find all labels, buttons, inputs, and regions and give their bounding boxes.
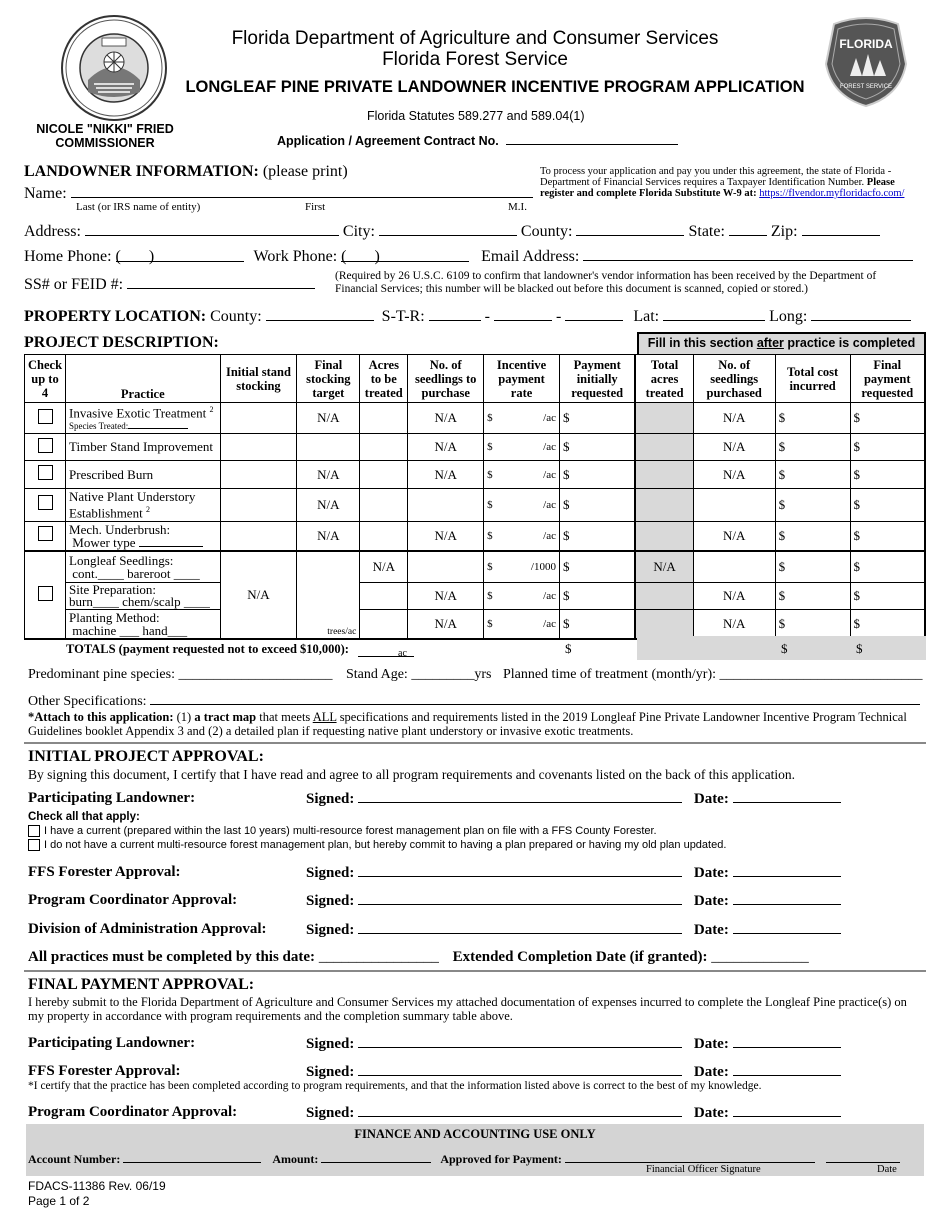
divider: [24, 970, 926, 972]
name-label: Name:: [24, 185, 67, 202]
planned-label: Planned time of treatment (month/yr):: [502, 667, 716, 682]
col-payment-initial: Payment initially requested: [559, 355, 635, 403]
cell-input[interactable]: [360, 521, 408, 551]
cell-input[interactable]: [220, 461, 297, 489]
landowner-heading-note: (please print): [262, 163, 348, 180]
na-cell: N/A: [297, 403, 360, 434]
str-dash-2: -: [555, 308, 562, 325]
final-coordinator-label: Program Coordinator Approval:: [28, 1104, 238, 1120]
totals-cost-dollar: $: [781, 641, 788, 656]
home-phone-label: Home Phone:: [24, 248, 112, 265]
cell-input[interactable]: [360, 434, 408, 461]
initial-heading: INITIAL PROJECT APPROVAL:: [28, 748, 264, 765]
work-phone-field[interactable]: [341, 248, 469, 265]
initial-forester-date-label: Date:: [693, 865, 729, 881]
table-row: [25, 521, 926, 551]
shaded-cell: [635, 403, 693, 434]
property-heading: PROPERTY LOCATION:: [24, 308, 207, 325]
stand-age-field[interactable]: _________yrs: [411, 667, 492, 682]
planting-method-options: machine ___ hand___: [72, 622, 188, 638]
officer-signature-caption: Financial Officer Signature: [646, 1164, 761, 1175]
final-payment-cell[interactable]: $: [850, 582, 925, 609]
other-spec-field[interactable]: [150, 691, 920, 705]
cost-cell[interactable]: $: [775, 434, 850, 461]
rate-cell[interactable]: $ /1000: [484, 551, 560, 582]
cell-input[interactable]: [360, 403, 408, 434]
cell-input[interactable]: [360, 489, 408, 521]
shaded-cell: [635, 461, 693, 489]
practice-site-prep: Site Preparation:: [69, 581, 157, 597]
initial-forester-signature-field[interactable]: [358, 864, 682, 877]
cell-input[interactable]: [220, 403, 297, 434]
practice-tsi: Timber Stand Improvement: [66, 434, 221, 461]
final-forester-label: FFS Forester Approval:: [28, 1063, 181, 1079]
totals-ac: ac: [398, 648, 407, 659]
final-forester-date-label: Date:: [693, 1064, 729, 1080]
final-landowner-signed-label: Signed:: [306, 1036, 355, 1052]
planned-field[interactable]: _____________________________: [719, 667, 923, 682]
initial-division-signed-label: Signed:: [306, 922, 355, 938]
final-coordinator-date-field[interactable]: [733, 1104, 841, 1117]
col-final-payment: Final payment requested: [850, 355, 925, 403]
fdacs-seal: [60, 14, 168, 122]
stocking-target-cell[interactable]: trees/ac: [297, 551, 360, 639]
cell-input[interactable]: [693, 489, 775, 521]
state-label: State:: [688, 223, 725, 240]
totals-final-dollar: $: [856, 641, 863, 656]
na-cell: N/A: [360, 551, 408, 582]
initial-division-date-label: Date:: [693, 922, 729, 938]
final-landowner-date-field[interactable]: [733, 1035, 841, 1048]
totals-acres-field[interactable]: [358, 645, 414, 657]
rate-cell[interactable]: $ /ac: [484, 521, 560, 551]
property-county-label: County:: [210, 308, 262, 325]
rate-cell[interactable]: $ /ac: [484, 434, 560, 461]
rate-cell[interactable]: $ /ac: [484, 461, 560, 489]
w9-bold: Please register and complete Florida Substitute W-9 at:: [540, 177, 895, 199]
col-acres: Acres to be treated: [360, 355, 408, 403]
mgmt-plan-current-label: I have a current (prepared within the last 10 years) multi-resource forest management plan on file with a FFS County Forester.: [44, 825, 657, 837]
badge-text: FLORIDA: [839, 37, 893, 51]
name-field[interactable]: [71, 184, 533, 198]
cost-cell[interactable]: $: [775, 521, 850, 551]
mgmt-plan-current-checkbox[interactable]: [28, 825, 40, 837]
practice-burn: Prescribed Burn: [66, 461, 221, 489]
na-cell: N/A: [408, 609, 484, 639]
final-forester-signed-label: Signed:: [306, 1064, 355, 1080]
initial-landowner-signed-label: Signed:: [306, 791, 355, 807]
county-field[interactable]: [576, 222, 684, 236]
name-sub-last: Last (or IRS name of entity): [76, 201, 201, 213]
cell-input[interactable]: [693, 551, 775, 582]
col-total-acres: Total acres treated: [635, 355, 693, 403]
col-final-stocking: Final stocking target: [297, 355, 360, 403]
initial-forester-signed-label: Signed:: [306, 865, 355, 881]
str-section-field[interactable]: [429, 307, 481, 321]
check-underbrush[interactable]: [38, 526, 53, 541]
initial-landowner-date-label: Date:: [693, 791, 729, 807]
initial-coordinator-date-label: Date:: [693, 893, 729, 909]
approved-label: Approved for Payment:: [440, 1152, 562, 1166]
initial-forester-label: FFS Forester Approval:: [28, 864, 181, 880]
na-cell: N/A: [693, 609, 775, 639]
check-tsi[interactable]: [38, 438, 53, 453]
na-cell: N/A: [408, 521, 484, 551]
cell-input[interactable]: [360, 582, 408, 609]
final-submit-text: I hereby submit to the Florida Department of Agriculture and Consumer Services my attached documentation of expenses incurred to complete the Longleaf Pine practice(s) on my property in accordance with program requirements and the completion summary table above.: [28, 995, 907, 1023]
na-cell: N/A: [693, 521, 775, 551]
email-label: Email Address:: [481, 248, 580, 265]
project-table: [24, 354, 926, 640]
na-cell: N/A: [297, 461, 360, 489]
check-all-label: Check all that apply:: [28, 811, 140, 823]
landowner-heading: LANDOWNER INFORMATION:: [24, 163, 259, 180]
email-field[interactable]: [583, 247, 913, 261]
cell-input[interactable]: [220, 489, 297, 521]
na-cell: N/A: [635, 551, 693, 582]
florida-forest-service-badge: [822, 14, 910, 108]
department-name: Florida Department of Agriculture and Consumer Services: [231, 28, 719, 49]
table-row: Native Plant Understory Establishment $^2$ N/A $ /ac $ $ $: [25, 489, 926, 521]
col-total-cost: Total cost incurred: [775, 355, 850, 403]
w9-note: To process your application and pay you under this agreement, the state of Florida - Department of Financial Services requires a Taxpayer Identification Number.: [540, 166, 892, 188]
page-number: Page 1 of 2: [28, 1194, 90, 1208]
final-payment-cell[interactable]: $: [850, 489, 925, 521]
initial-landowner-date-field[interactable]: [733, 790, 841, 803]
initial-division-date-field[interactable]: [733, 921, 841, 934]
extended-field[interactable]: _____________: [711, 949, 809, 965]
other-spec-label: Other Specifications:: [28, 694, 147, 709]
cost-cell[interactable]: $: [775, 403, 850, 434]
practice-planting-method: Planting Method:: [69, 609, 160, 625]
initial-division-signature-field[interactable]: [358, 921, 682, 934]
finance-section: [26, 1124, 924, 1176]
form-title: LONGLEAF PINE PRIVATE LANDOWNER INCENTIVE PROGRAM APPLICATION: [185, 78, 805, 96]
cost-cell[interactable]: $: [775, 582, 850, 609]
totals-payment-dollar: $: [565, 641, 572, 656]
contract-number-field[interactable]: [506, 131, 678, 145]
home-phone-paren: ( ): [115, 248, 155, 265]
practice-longleaf-seedlings: Longleaf Seedlings:: [69, 552, 174, 568]
totals-label: TOTALS (payment requested not to exceed $10,000):: [66, 642, 349, 656]
rate-cell[interactable]: $ /ac: [484, 489, 560, 521]
address-label: Address:: [24, 223, 81, 240]
completion-note: Fill in this section after practice is completed: [637, 332, 926, 354]
contract-label: Application / Agreement Contract No.: [277, 134, 499, 148]
table-row: [25, 461, 926, 489]
final-payment-cell[interactable]: $: [850, 434, 925, 461]
payment-cell[interactable]: $: [559, 521, 635, 551]
table-row: [25, 582, 926, 609]
cell-input[interactable]: [360, 461, 408, 489]
ss-note: (Required by 26 U.S.C. 6109 to confirm that landowner's vendor information has been received by the Department of Financial Services; this number will be blacked out before this document is scanned, copied or stored.): [335, 270, 877, 295]
check-understory[interactable]: [38, 495, 53, 510]
mower-type-field[interactable]: [139, 537, 203, 547]
cell-input[interactable]: [360, 609, 408, 639]
account-number-label: Account Number:: [28, 1152, 121, 1166]
col-check: Check up to 4: [25, 355, 66, 403]
work-phone-label: Work Phone:: [253, 248, 338, 265]
initial-forester-date-field[interactable]: [733, 864, 841, 877]
col-practice: Practice: [66, 355, 221, 403]
approval-signature-field[interactable]: [565, 1152, 815, 1163]
table-row: [25, 434, 926, 461]
final-payment-cell[interactable]: $: [850, 403, 925, 434]
na-cell: N/A: [693, 582, 775, 609]
complete-by-label: All practices must be completed by this date:: [28, 949, 316, 965]
str-label: S-T-R:: [381, 308, 425, 325]
final-payment-cell[interactable]: $: [850, 521, 925, 551]
final-coordinator-signature-field[interactable]: [358, 1104, 682, 1117]
cell-input[interactable]: [297, 434, 360, 461]
city-field[interactable]: [379, 222, 517, 236]
species-label: Predominant pine species:: [28, 667, 175, 682]
commissioner-title: COMMISSIONER: [55, 136, 155, 150]
final-payment-cell[interactable]: $: [850, 609, 925, 639]
na-cell: N/A: [408, 461, 484, 489]
initial-coordinator-signed-label: Signed:: [306, 893, 355, 909]
check-burn[interactable]: [38, 465, 53, 480]
na-cell: N/A: [220, 551, 297, 639]
lat-field[interactable]: [663, 307, 765, 321]
ss-field[interactable]: [127, 275, 315, 289]
shaded-cell: [635, 489, 693, 521]
table-header-row: [25, 355, 926, 403]
amount-label: Amount:: [272, 1152, 319, 1166]
na-cell: N/A: [297, 489, 360, 521]
payment-cell[interactable]: $: [559, 609, 635, 639]
zip-label: Zip:: [770, 223, 798, 240]
payment-cell[interactable]: $: [559, 434, 635, 461]
extended-label: Extended Completion Date (if granted):: [452, 949, 708, 965]
col-initial-stocking: Initial stand stocking: [220, 355, 297, 403]
na-cell: N/A: [408, 403, 484, 434]
service-name: Florida Forest Service: [382, 49, 568, 70]
initial-division-label: Division of Administration Approval:: [28, 921, 267, 937]
name-sub-mi: M.I.: [508, 201, 527, 213]
seedling-type-options: cont.____ bareroot ____: [72, 565, 200, 581]
shaded-cell: [635, 609, 693, 639]
na-cell: N/A: [408, 434, 484, 461]
cost-cell[interactable]: $: [775, 461, 850, 489]
initial-landowner-signature-field[interactable]: [358, 790, 682, 803]
commissioner-name: NICOLE "NIKKI" FRIED: [36, 122, 174, 136]
cell-input[interactable]: [408, 551, 484, 582]
cell-input[interactable]: [220, 434, 297, 461]
payment-cell[interactable]: $: [559, 551, 635, 582]
long-label: Long:: [769, 308, 808, 325]
final-forester-signature-field[interactable]: [358, 1063, 682, 1076]
mower-type-label: Mower type: [72, 534, 136, 550]
initial-coordinator-signature-field[interactable]: [358, 892, 682, 905]
cost-cell[interactable]: $: [775, 551, 850, 582]
final-forester-date-field[interactable]: [733, 1063, 841, 1076]
final-heading: FINAL PAYMENT APPROVAL:: [28, 976, 255, 993]
ss-label: SS# or FEID #:: [24, 276, 124, 293]
property-county-field[interactable]: [266, 307, 374, 321]
initial-landowner-label: Participating Landowner:: [28, 790, 196, 806]
approval-date-field[interactable]: [826, 1152, 900, 1163]
initial-coordinator-label: Program Coordinator Approval:: [28, 892, 238, 908]
payment-cell[interactable]: $: [559, 403, 635, 434]
payment-cell[interactable]: $: [559, 461, 635, 489]
table-row: [25, 609, 926, 639]
check-invasive[interactable]: [38, 409, 53, 424]
col-rate: Incentive payment rate: [484, 355, 560, 403]
w9-link[interactable]: https://flvendor.myfloridacfo.com/: [759, 188, 905, 199]
final-payment-cell[interactable]: $: [850, 461, 925, 489]
initial-certify: By signing this document, I certify that I have read and agree to all program requirements and covenants listed on the back of this application.: [28, 767, 796, 782]
species-field[interactable]: ______________________: [178, 667, 333, 682]
str-township-field[interactable]: [494, 307, 552, 321]
species-treated-label: Species Treated:: [69, 421, 129, 432]
practice-understory: Native Plant Understory Establishment: [69, 489, 196, 521]
final-landowner-signature-field[interactable]: [358, 1035, 682, 1048]
finance-heading: FINANCE AND ACCOUNTING USE ONLY: [354, 1127, 596, 1141]
na-cell: N/A: [693, 403, 775, 434]
state-field[interactable]: [729, 222, 767, 236]
lat-label: Lat:: [633, 308, 660, 325]
zip-field[interactable]: [802, 222, 880, 236]
na-cell: N/A: [693, 461, 775, 489]
col-seedlings-purchased: No. of seedlings purchased: [693, 355, 775, 403]
divider: [24, 742, 926, 744]
shaded-cell: [635, 582, 693, 609]
forester-certify-note: *I certify that the practice has been completed according to program requirements, and that the information listed above is correct to the best of my knowledge.: [28, 1080, 762, 1092]
payment-cell[interactable]: $: [559, 489, 635, 521]
rate-cell[interactable]: $ /ac: [484, 403, 560, 434]
initial-coordinator-date-field[interactable]: [733, 892, 841, 905]
na-cell: N/A: [297, 521, 360, 551]
practice-invasive: Invasive Exotic Treatment: [69, 405, 207, 421]
amount-field[interactable]: [321, 1152, 431, 1163]
check-longleaf-planting[interactable]: [38, 586, 53, 601]
name-sub-first: First: [305, 201, 326, 213]
project-heading: PROJECT DESCRIPTION:: [24, 334, 219, 351]
complete-by-field[interactable]: ________________: [318, 949, 439, 965]
final-payment-cell[interactable]: $: [850, 551, 925, 582]
table-row: Invasive Exotic Treatment $^2$ Species Treated: N/A N/A $ /ac $ N/A $ $: [25, 403, 926, 434]
stand-age-label: Stand Age:: [345, 667, 408, 682]
final-landowner-date-label: Date:: [693, 1036, 729, 1052]
na-cell: N/A: [693, 434, 775, 461]
final-coordinator-signed-label: Signed:: [306, 1105, 355, 1121]
cost-cell[interactable]: $: [775, 489, 850, 521]
na-cell: N/A: [408, 582, 484, 609]
county-label: County:: [520, 223, 573, 240]
statutes: Florida Statutes 589.277 and 589.04(1): [367, 109, 585, 123]
cell-input[interactable]: [220, 521, 297, 551]
col-seedlings: No. of seedlings to purchase: [408, 355, 484, 403]
mgmt-plan-commit-checkbox[interactable]: [28, 839, 40, 851]
site-prep-options: burn____ chem/scalp ____: [69, 593, 210, 609]
long-field[interactable]: [811, 307, 911, 321]
cell-input[interactable]: [408, 489, 484, 521]
final-coordinator-date-label: Date:: [693, 1105, 729, 1121]
shaded-cell: [635, 521, 693, 551]
shaded-cell: [635, 434, 693, 461]
final-landowner-label: Participating Landowner:: [28, 1035, 196, 1051]
rate-cell[interactable]: $ /ac: [484, 582, 560, 609]
str-range-field[interactable]: [565, 307, 623, 321]
cost-cell[interactable]: $: [775, 609, 850, 639]
approval-date-caption: Date: [877, 1164, 897, 1175]
work-phone-paren: ( ): [341, 248, 380, 265]
attach-note: *Attach to this application: (1) a tract map that meets ALL specifications and requirements listed in the 2019 Longleaf Pine Private Landowner Incentive Program Technical Guidelines booklet Appendix 3 and (2) a detailed plan if requesting native plant understory or invasive exotic treatments.: [28, 710, 907, 738]
species-treated-field[interactable]: [128, 420, 188, 429]
home-phone-field[interactable]: [115, 248, 244, 265]
mgmt-plan-commit-label: I do not have a current multi-resource forest management plan, but hereby commit to having a plan prepared or having my old plan updated.: [44, 839, 727, 851]
rate-cell[interactable]: $ /ac: [484, 609, 560, 639]
practice-underbrush: Mech. Underbrush:: [69, 521, 171, 537]
account-number-field[interactable]: [123, 1152, 261, 1163]
str-dash-1: -: [484, 308, 490, 325]
form-number: FDACS-11386 Rev. 06/19: [28, 1179, 166, 1193]
city-label: City:: [342, 223, 375, 240]
badge-subtext: FOREST SERVICE: [839, 84, 893, 90]
payment-cell[interactable]: $: [559, 582, 635, 609]
address-field[interactable]: [85, 222, 339, 236]
table-row: [25, 551, 926, 582]
